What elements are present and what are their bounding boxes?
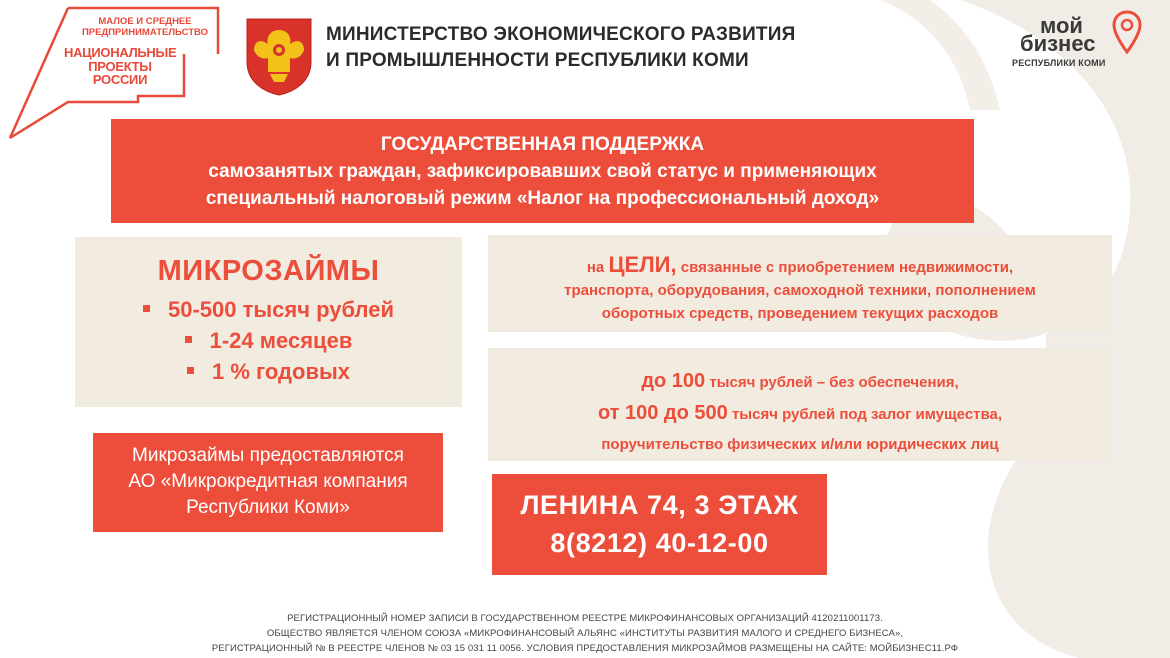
list-item [75, 325, 462, 356]
national-projects-title [64, 46, 176, 87]
bullet-icon [143, 305, 150, 312]
contact-box [492, 474, 827, 575]
mybiz-word1: мой [1040, 13, 1083, 38]
provider-line1: Микрозаймы предоставляются [132, 445, 404, 466]
terms-l2-amount: от 100 до 500 [597, 402, 728, 424]
national-projects-subtitle [70, 16, 220, 38]
microloans-card [75, 237, 462, 407]
provider-info-box [93, 433, 443, 532]
bullet-icon [187, 367, 194, 374]
terms-l1-text: тысяч рублей – без обеспечения, [705, 374, 959, 391]
my-business-logo [1002, 8, 1152, 72]
provider-line3: Республики Коми» [186, 497, 350, 518]
np-big-line2: ПРОЕКТЫ [88, 58, 152, 74]
np-big-line3: РОССИИ [92, 72, 148, 87]
np-small-line1: МАЛОЕ И СРЕДНЕЕ [98, 16, 192, 27]
mybiz-word2: бизнес [1020, 31, 1096, 56]
state-support-banner [111, 119, 974, 223]
goals-line1-rest: связанные с приобретением недвижимости, [676, 259, 1014, 276]
komi-coat-of-arms [244, 16, 314, 96]
terms-line2 [488, 398, 1112, 430]
ministry-line1: МИНИСТЕРСТВО ЭКОНОМИЧЕСКОГО РАЗВИТИЯ [326, 24, 796, 45]
terms-line3: поручительство физических и/или юридических лиц [601, 436, 999, 453]
np-small-line2: ПРЕДПРИНИМАТЕЛЬСТВО [81, 27, 209, 38]
footer-line3: РЕГИСТРАЦИОННЫЙ № В РЕЕСТРЕ ЧЛЕНОВ № 03 15 031 11 0056. УСЛОВИЯ ПРЕДОСТАВЛЕНИЯ МИКРОЗАЙМОВ РАЗМЕЩЕНЫ НА САЙТЕ: МОЙБИЗНЕС11.РФ [211, 643, 959, 654]
terms-line1 [488, 366, 1112, 398]
loan-goals-card [488, 235, 1112, 332]
bullet-icon [185, 336, 192, 343]
list-item [75, 356, 462, 387]
goals-line3: оборотных средств, проведением текущих расходов [601, 305, 999, 322]
ministry-line2: И ПРОМЫШЛЕННОСТИ РЕСПУБЛИКИ КОМИ [326, 50, 749, 71]
loan-terms-card [488, 348, 1112, 461]
mybiz-subtitle: РЕСПУБЛИКИ КОМИ [1012, 58, 1106, 68]
terms-l1-amount: до 100 [641, 370, 706, 392]
list-item [75, 294, 462, 325]
address-text: ЛЕНИНА 74, 3 ЭТАЖ [520, 490, 799, 520]
ministry-title [326, 22, 796, 74]
footer-line1: РЕГИСТРАЦИОННЫЙ НОМЕР ЗАПИСИ В ГОСУДАРСТВЕННОМ РЕЕСТРЕ МИКРОФИНАНСОВЫХ ОРГАНИЗАЦИЙ 4120211001173. [287, 613, 883, 624]
goals-line2: транспорта, оборудования, самоходной техники, пополнением [564, 282, 1036, 299]
terms-l2-text: тысяч рублей под залог имущества, [727, 406, 1003, 423]
microloan-amount: 50-500 тысяч рублей [167, 297, 394, 322]
goals-line1 [488, 253, 1112, 279]
microloan-rate: 1 % годовых [212, 359, 350, 384]
legal-footer [150, 611, 1020, 656]
provider-line2: АО «Микрокредитная компания [128, 471, 408, 492]
banner-line3: специальный налоговый режим «Налог на профессиональный доход» [205, 188, 880, 209]
microloan-term: 1-24 месяцев [209, 328, 353, 353]
banner-title: ГОСУДАРСТВЕННАЯ ПОДДЕРЖКА [380, 134, 705, 155]
goals-prefix: на [586, 259, 609, 276]
np-big-line1: НАЦИОНАЛЬНЫЕ [64, 45, 177, 60]
microloans-title: МИКРОЗАЙМЫ [157, 255, 380, 287]
banner-line2: самозанятых граждан, зафиксировавших свой статус и применяющих [208, 161, 877, 182]
coat-of-arms-icon [244, 16, 314, 96]
footer-line2: ОБЩЕСТВО ЯВЛЯЕТСЯ ЧЛЕНОМ СОЮЗА «МИКРОФИНАНСОВЫЙ АЛЬЯНС «ИНСТИТУТЫ РАЗВИТИЯ МАЛОГО И СРЕДНЕГО БИЗНЕСА», [266, 628, 904, 639]
phone-number[interactable]: 8(8212) 40-12-00 [550, 528, 769, 558]
goals-highlight: ЦЕЛИ, [608, 252, 677, 277]
microloans-list [75, 294, 462, 387]
location-pin-icon [1112, 10, 1142, 54]
